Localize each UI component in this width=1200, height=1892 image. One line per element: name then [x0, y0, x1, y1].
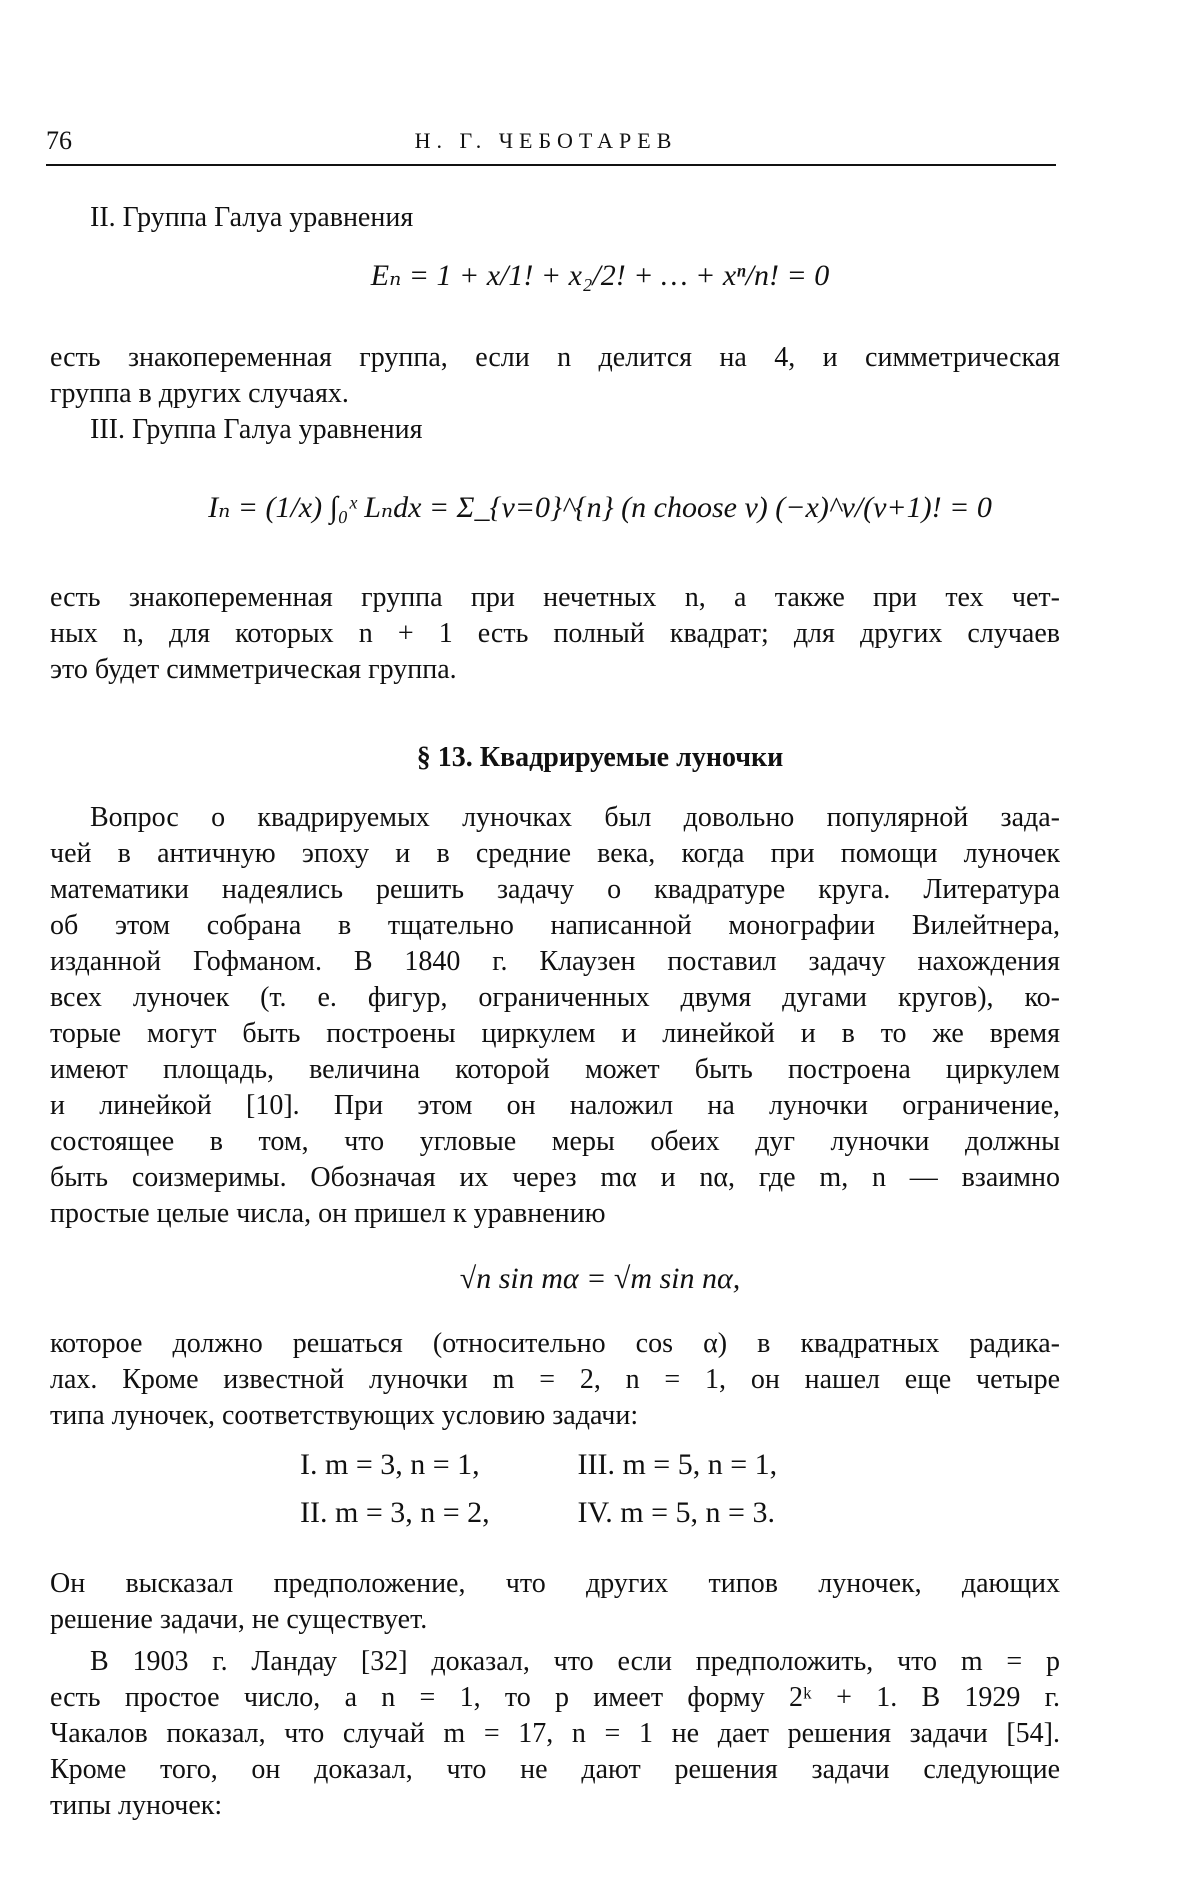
text-line: есть простое число, а n = 1, то p имеет форму 2ᵏ + 1. В 1929 г.: [50, 1682, 1060, 1713]
section-iii-lead: III. Группа Галуа уравнения: [90, 414, 423, 445]
running-head: Н. Г. ЧЕБОТАРЕВ: [414, 128, 678, 153]
page-number: 76: [46, 126, 72, 155]
text-line: имеют площадь, величина которой может быть построена циркулем: [50, 1054, 1060, 1085]
page-header: [46, 126, 1046, 156]
text-line: решение задачи, не существует.: [50, 1604, 428, 1635]
equation-lunes: √n sin mα = √m sin nα,: [459, 1262, 741, 1295]
text-line: группа в других случаях.: [50, 378, 349, 409]
text-line: есть знакопеременная группа, если n делится на 4, и симметрическая: [50, 342, 1060, 373]
section-iii-text: [50, 580, 1060, 688]
text-line: торые могут быть построены циркулем и линейкой и в то же время: [50, 1018, 1060, 1049]
paragraph-4: [50, 1644, 1060, 1824]
case-ii: II. m = 3, n = 2,: [300, 1496, 490, 1529]
text-line: Он высказал предположение, что других типов луночек, дающих: [50, 1568, 1060, 1599]
text-line: ных n, для которых n + 1 есть полный квадрат; для других случаев: [50, 618, 1060, 649]
text-line: всех луночек (т. е. фигур, ограниченных двумя дугами кругов), ко-: [50, 982, 1060, 1013]
case-iv: IV. m = 5, n = 3.: [577, 1496, 775, 1529]
paragraph-2: [50, 1326, 1060, 1434]
paragraph-1: [50, 800, 1060, 1232]
text-line: об этом собрана в тщательно написанной монографии Вилейтнера,: [50, 910, 1060, 941]
case-i: I. m = 3, n = 1,: [300, 1448, 480, 1481]
cases-row: [300, 1448, 848, 1496]
text-line: математики надеялись решить задачу о квадратуре круга. Литература: [50, 874, 1060, 905]
section-ii-lead: II. Группа Галуа уравнения: [90, 202, 414, 233]
text-line: типа луночек, соответствующих условию задачи:: [50, 1400, 639, 1431]
text-line: и линейкой [10]. При этом он наложил на луночки ограничение,: [50, 1090, 1060, 1121]
text-line: Вопрос о квадрируемых луночках был довольно популярной зада-: [90, 802, 1060, 833]
text-line: есть знакопеременная группа при нечетных n, а также при тех чет-: [50, 582, 1060, 613]
text-line: Кроме того, он доказал, что не дают решения задачи следующие: [50, 1754, 1060, 1785]
section-title: § 13. Квадрируемые луночки: [416, 742, 784, 773]
paragraph-3: [50, 1566, 1060, 1638]
text-line: лах. Кроме известной луночки m = 2, n = 1, он нашел еще четыре: [50, 1364, 1060, 1395]
text-line: Чакалов показал, что случай m = 17, n = 1 не дает решения задачи [54].: [50, 1718, 1060, 1749]
formula-in: Iₙ = (1/x) ∫₀ˣ Lₙdx = Σ_{ν=0}^{n} (n choose ν) (−x)^ν/(ν+1)! = 0: [208, 491, 992, 524]
text-line: которое должно решаться (относительно cos α) в квадратных радика-: [50, 1328, 1060, 1359]
case-iii: III. m = 5, n = 1,: [577, 1448, 778, 1481]
text-line: В 1903 г. Ландау [32] доказал, что если предположить, что m = p: [90, 1646, 1060, 1677]
text-line: простые целые числа, он пришел к уравнению: [50, 1198, 606, 1229]
text-line: быть соизмеримы. Обозначая их через mα и nα, где m, n — взаимно: [50, 1162, 1060, 1193]
text-line: изданной Гофманом. В 1840 г. Клаузен поставил задачу нахождения: [50, 946, 1060, 977]
formula-en: Eₙ = 1 + x/1! + x₂/2! + … + xⁿ/n! = 0: [370, 259, 830, 292]
cases-row: [300, 1496, 848, 1544]
text-line: типы луночек:: [50, 1790, 223, 1821]
lune-cases: [300, 1448, 848, 1544]
text-line: это будет симметрическая группа.: [50, 654, 457, 685]
header-rule: [46, 164, 1056, 166]
text-line: состоящее в том, что угловые меры обеих дуг луночки должны: [50, 1126, 1060, 1157]
section-ii-text: [50, 340, 1060, 412]
text-line: чей в античную эпоху и в средние века, когда при помощи луночек: [50, 838, 1060, 869]
